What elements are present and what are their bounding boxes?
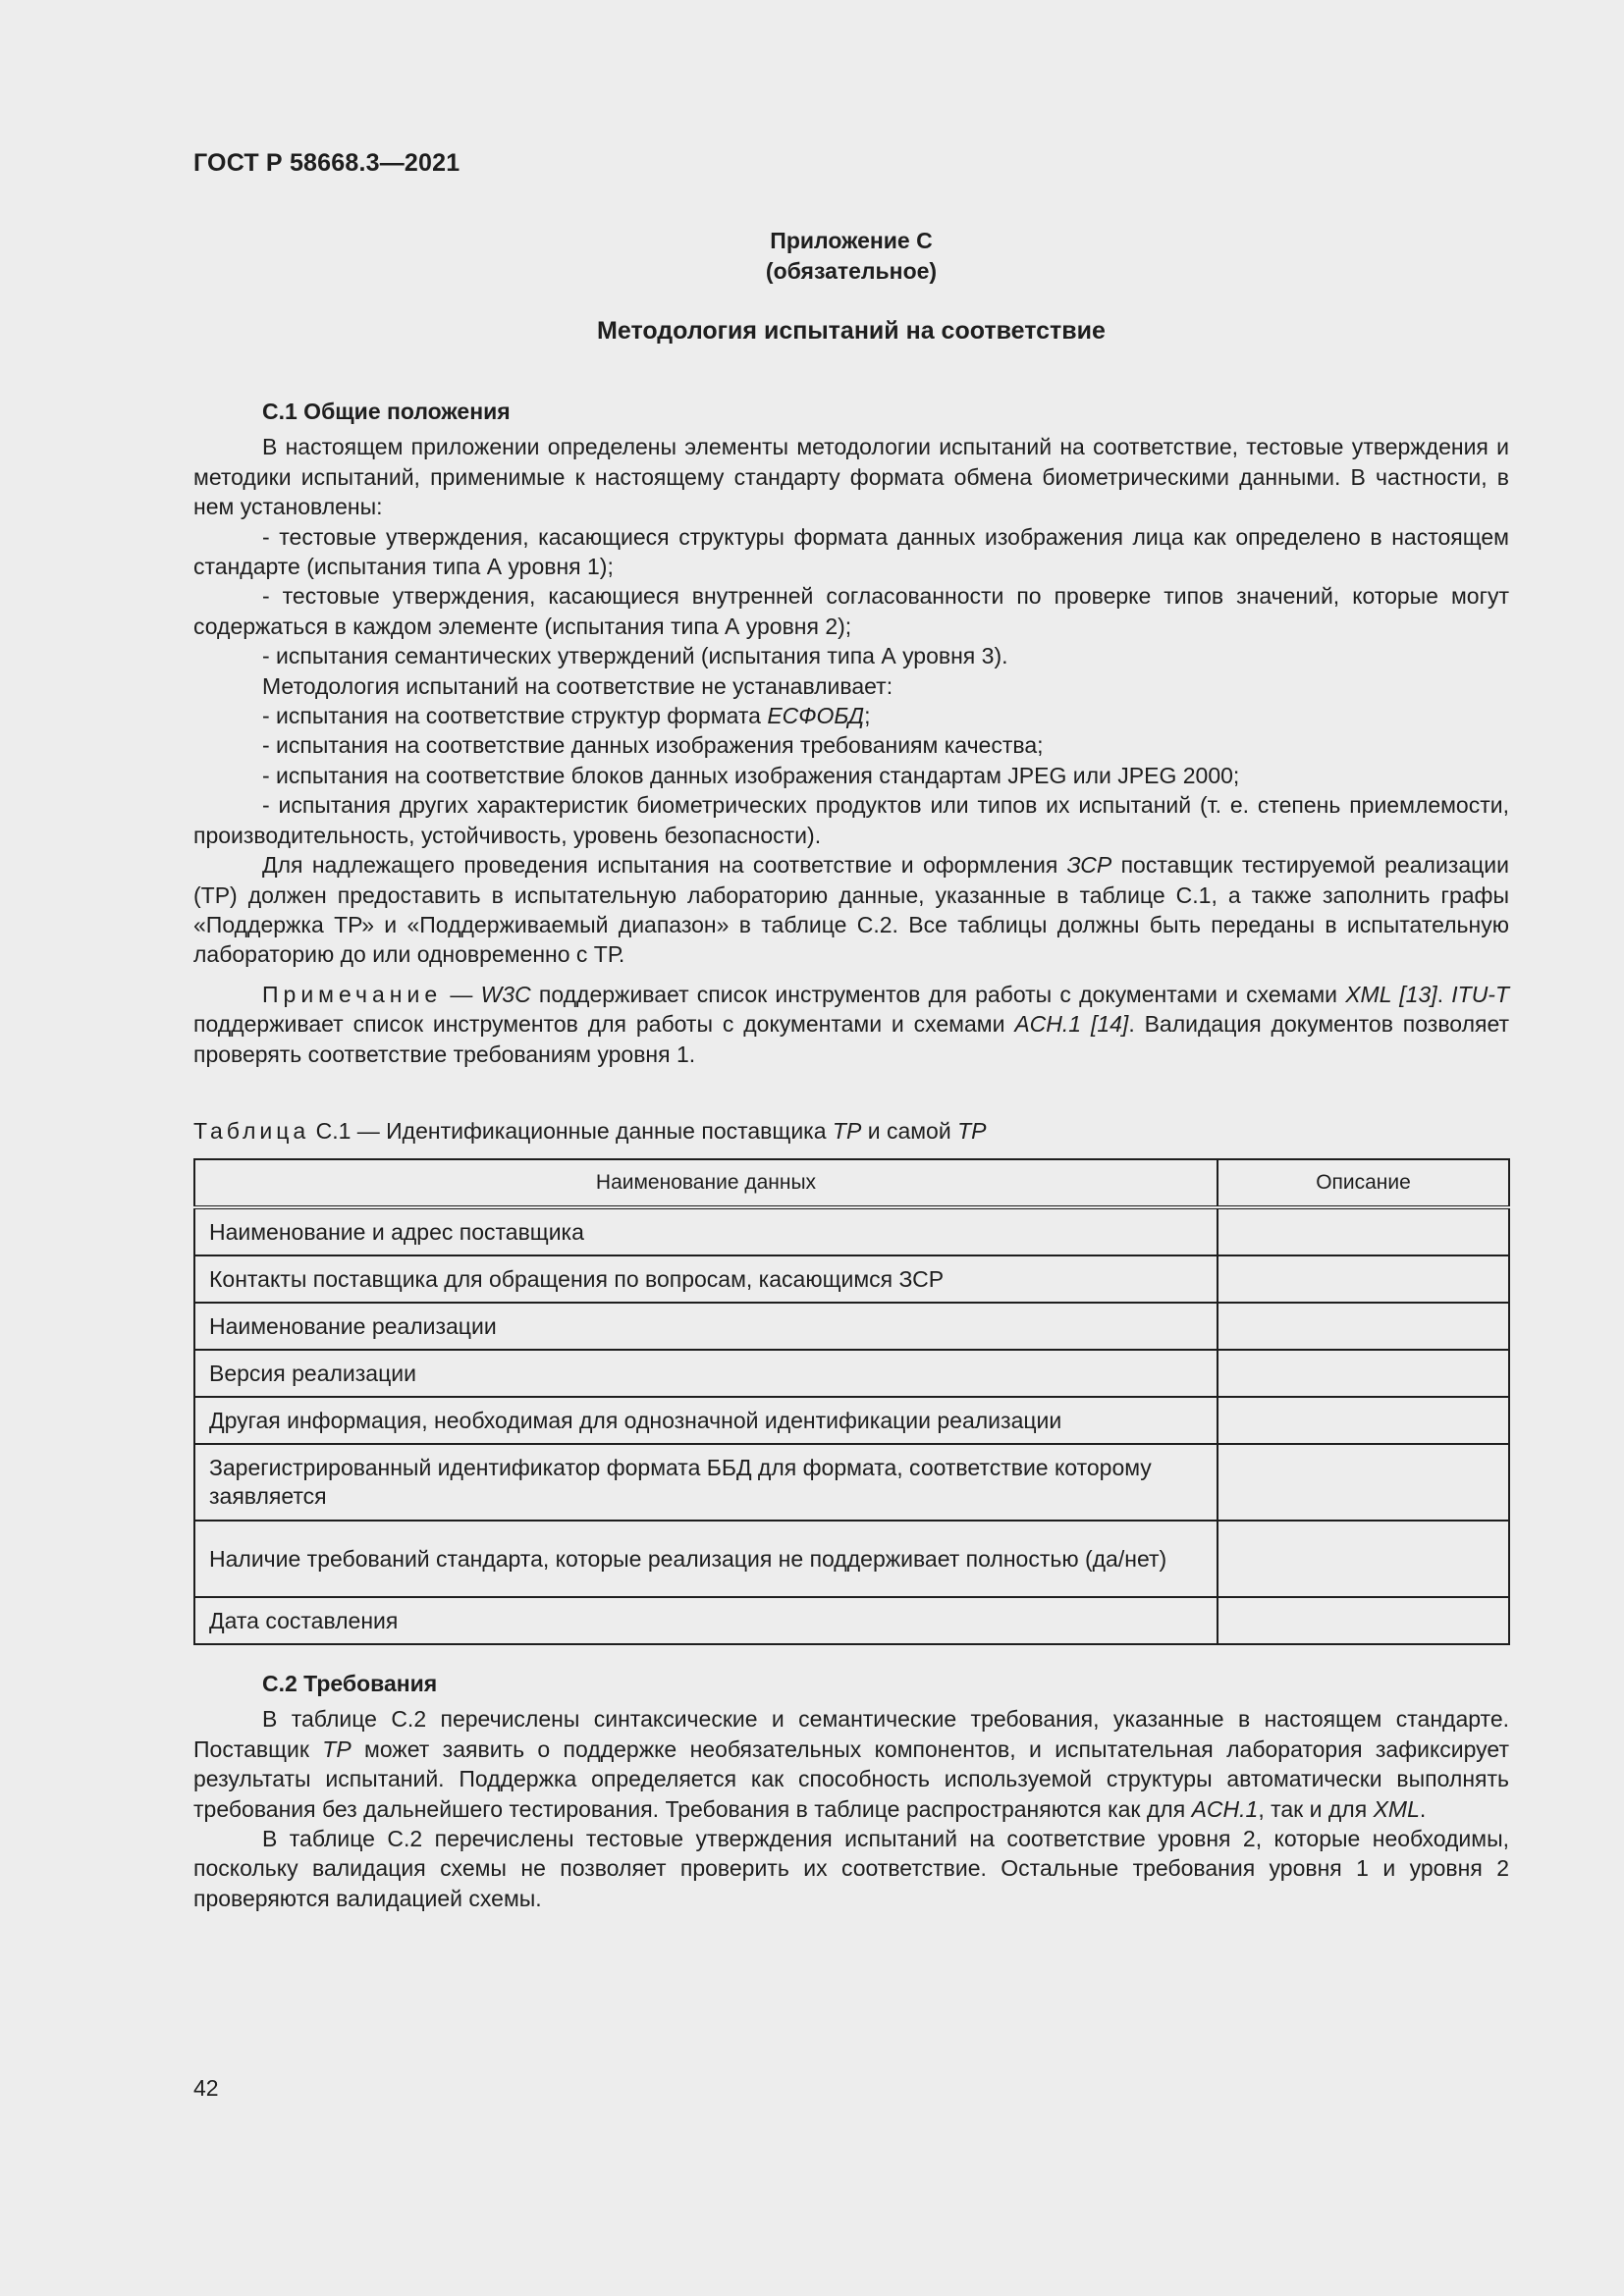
table-cell-empty bbox=[1218, 1303, 1509, 1350]
c1-list1-item: - тестовые утверждения, касающиеся структуры формата данных изображения лица как определено в настоящем стандарте (испытания типа А уровня 1); bbox=[193, 523, 1509, 580]
table-cell: Зарегистрированный идентификатор формата ББД для формата, соответствие которому заявляется bbox=[194, 1444, 1218, 1521]
text-span: Для надлежащего проведения испытания на соответствие и оформления bbox=[262, 852, 1067, 879]
table-cell-empty bbox=[1218, 1444, 1509, 1521]
c2-paragraph-2: В таблице С.2 перечислены тестовые утверждения испытаний на соответствие уровня 2, которые необходимы, поскольку валидация схемы не позволяет проверить их соответствие. Остальные требования уровня 1 и уровня 2 проверяются валидацией схемы. bbox=[193, 1826, 1509, 1911]
text-span: может заявить о поддержке необязательных компонентов, и испытательная лаборатория зафиксирует результаты испытаний. Поддержка определяется как способность используемой структуры автоматически выполнять требования без дальнейшего тестирования. Требования в таблице распространяются как для bbox=[193, 1735, 1509, 1822]
text-span: поставщик тестируемой реализации (ТР) должен предоставить в испытательную лабораторию данные, указанные в таблице С.1, а также заполнить графы «Поддержка ТР» и «Поддерживаемый диапазон» в таблице С.2. Все таблицы должны быть переданы в испытательную лабораторию до или одновременно с ТР. bbox=[193, 852, 1509, 968]
table-cell-empty bbox=[1218, 1521, 1509, 1597]
table-row bbox=[194, 1350, 1509, 1397]
table-row bbox=[194, 1397, 1509, 1444]
table-caption-label: Таблица bbox=[193, 1118, 310, 1144]
appendix-heading bbox=[193, 226, 1509, 287]
em-span: W3C bbox=[480, 981, 531, 1007]
c1-list2-item bbox=[193, 701, 1509, 730]
note-label: Примечание bbox=[262, 981, 443, 1007]
c2-paragraph-1 bbox=[193, 1704, 1509, 1824]
c2-heading: С.2 Требования bbox=[262, 1671, 438, 1696]
text-span: . Валидация документов позволяет проверять соответствие требованиям уровня 1. bbox=[193, 1011, 1510, 1067]
c1-paragraph-2: Методология испытаний на соответствие не устанавливает: bbox=[262, 672, 893, 699]
text-span: ; bbox=[864, 703, 871, 729]
c1-paragraph-3 bbox=[193, 850, 1509, 970]
supplier-table bbox=[193, 1158, 1510, 1645]
section-title: Методология испытаний на соответствие bbox=[597, 317, 1106, 345]
text-span: — bbox=[442, 981, 481, 1007]
text-span: поддерживает список инструментов для работы с документами и схемами bbox=[530, 981, 1346, 1007]
table-header-cell: Наименование данных bbox=[194, 1159, 1218, 1207]
c1-list1-item: - испытания семантических утверждений (испытания типа А уровня 3). bbox=[262, 643, 1008, 669]
table-cell-empty bbox=[1218, 1350, 1509, 1397]
table-cell-empty bbox=[1218, 1397, 1509, 1444]
table-cell-empty bbox=[1218, 1597, 1509, 1644]
table-cell: Наименование и адрес поставщика bbox=[194, 1207, 1218, 1255]
table-cell: Наименование реализации bbox=[194, 1303, 1218, 1350]
em-span: ACH.1 bbox=[1191, 1795, 1259, 1822]
text-span: . bbox=[1436, 981, 1452, 1007]
appendix-status: (обязательное) bbox=[765, 258, 938, 284]
em-span: XML [13] bbox=[1345, 981, 1437, 1007]
c1-list2-item: - испытания на соответствие блоков данных изображения стандартам JPEG или JPEG 2000; bbox=[262, 762, 1240, 788]
table-cell: Контакты поставщика для обращения по вопросам, касающимся ЗСР bbox=[194, 1255, 1218, 1303]
text-span: , так и для bbox=[1258, 1795, 1374, 1822]
c1-note bbox=[193, 980, 1509, 1069]
text-span: - испытания на соответствие структур формата bbox=[262, 703, 768, 729]
em-span: ТР bbox=[322, 1735, 352, 1762]
text-span: и самой bbox=[861, 1118, 958, 1144]
c1-paragraph-1: В настоящем приложении определены элементы методологии испытаний на соответствие, тестовые утверждения и методики испытаний, применимые к настоящему стандарту формата обмена биометрическими данными. В частности, в нем установлены: bbox=[193, 434, 1509, 520]
table-row bbox=[194, 1207, 1509, 1255]
em-span: ТР bbox=[957, 1118, 987, 1144]
text-span: поддерживает список инструментов для работы с документами и схемами bbox=[193, 1011, 1015, 1038]
appendix-title: Приложение С bbox=[770, 228, 933, 253]
text-span: С.1 — Идентификационные данные поставщика bbox=[309, 1118, 833, 1144]
table-header-row bbox=[194, 1159, 1509, 1207]
table-cell-empty bbox=[1218, 1255, 1509, 1303]
em-span: ACH.1 [14] bbox=[1014, 1011, 1129, 1038]
table-cell: Дата составления bbox=[194, 1597, 1218, 1644]
table-row bbox=[194, 1255, 1509, 1303]
table-row bbox=[194, 1444, 1509, 1521]
text-span: . bbox=[1419, 1795, 1427, 1822]
c1-list2-item: - испытания других характеристик биометрических продуктов или типов их испытаний (т. е. степень приемлемости, производительность, устойчивость, уровень безопасности). bbox=[193, 792, 1509, 848]
em-span: ITU-T bbox=[1451, 981, 1510, 1007]
em-span: XML bbox=[1373, 1795, 1420, 1822]
em-span: ЗСР bbox=[1066, 852, 1112, 879]
table-row bbox=[194, 1303, 1509, 1350]
c1-list1-item: - тестовые утверждения, касающиеся внутренней согласованности по проверке типов значений, которые могут содержаться в каждом элементе (испытания типа А уровня 2); bbox=[193, 583, 1509, 639]
c1-heading: С.1 Общие положения bbox=[262, 399, 511, 424]
section-c2 bbox=[193, 1669, 1509, 1913]
c1-list2-item: - испытания на соответствие данных изображения требованиям качества; bbox=[262, 732, 1044, 759]
table-caption bbox=[193, 1118, 986, 1145]
table-cell-empty bbox=[1218, 1207, 1509, 1255]
page-number: 42 bbox=[193, 2075, 219, 2101]
em-span: ТР bbox=[832, 1118, 862, 1144]
text-span: В таблице С.2 перечислены синтаксические и семантические требования, указанные в настоящем стандарте. Поставщик bbox=[193, 1706, 1509, 1762]
table-cell: Другая информация, необходимая для однозначной идентификации реализации bbox=[194, 1397, 1218, 1444]
section-c1 bbox=[193, 397, 1509, 1069]
table-row bbox=[194, 1597, 1509, 1644]
table-cell: Версия реализации bbox=[194, 1350, 1218, 1397]
table-cell: Наличие требований стандарта, которые реализация не поддерживает полностью (да/нет) bbox=[194, 1521, 1218, 1597]
table-header-cell: Описание bbox=[1218, 1159, 1509, 1207]
table-row bbox=[194, 1521, 1509, 1597]
document-code: ГОСТ Р 58668.3—2021 bbox=[193, 149, 460, 177]
em-span: ЕСФОБД bbox=[767, 703, 865, 729]
